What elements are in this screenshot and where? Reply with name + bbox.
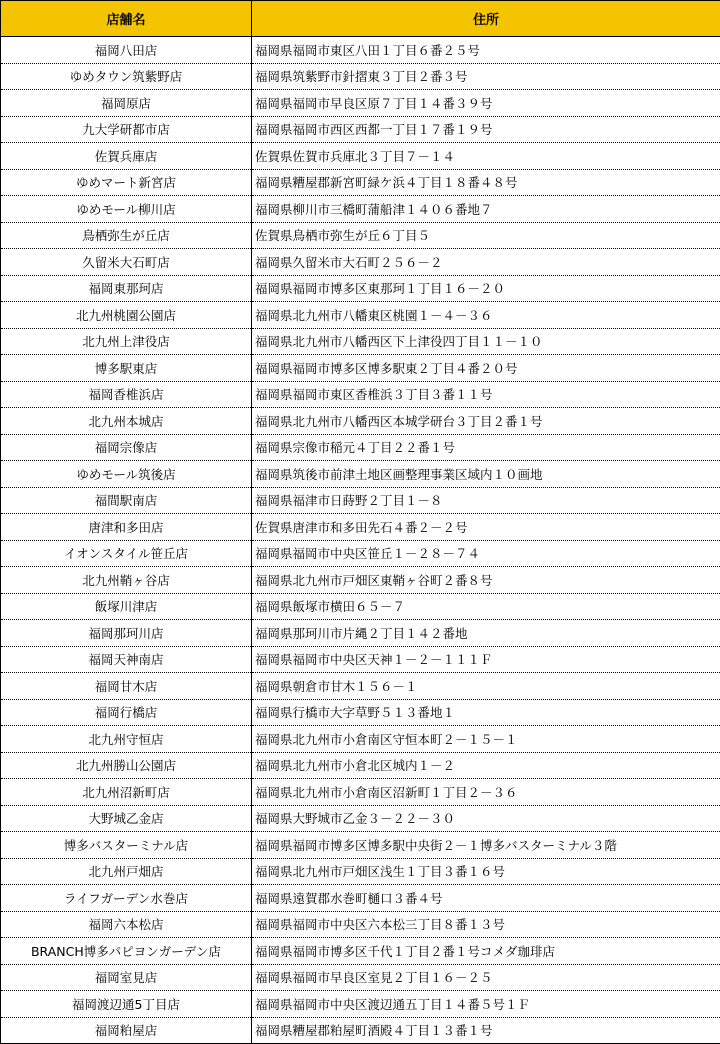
store-name-cell: ライフガーデン水巻店 bbox=[1, 885, 252, 912]
table-row bbox=[1, 196, 720, 223]
address-cell: 福岡県北九州市戸畑区浅生１丁目３番１６号 bbox=[252, 858, 720, 885]
address-cell: 佐賀県唐津市和多田先石４番２－２号 bbox=[252, 514, 720, 541]
address-cell: 福岡県福岡市中央区笹丘１－２８－７４ bbox=[252, 540, 720, 567]
table-row bbox=[1, 514, 720, 541]
table-row bbox=[1, 63, 720, 90]
table-row bbox=[1, 169, 720, 196]
table-row bbox=[1, 143, 720, 170]
table-row bbox=[1, 222, 720, 249]
store-name-cell: ゆめマート新宮店 bbox=[1, 169, 252, 196]
store-name-cell: 福岡天神南店 bbox=[1, 646, 252, 673]
address-cell: 福岡県北九州市八幡西区下上津役四丁目１１－１０ bbox=[252, 328, 720, 355]
table-header bbox=[1, 1, 720, 37]
table-row bbox=[1, 328, 720, 355]
store-name-cell: 北九州鞘ヶ谷店 bbox=[1, 567, 252, 594]
header-address: 住所 bbox=[252, 1, 720, 37]
store-name-cell: 北九州戸畑店 bbox=[1, 858, 252, 885]
store-name-cell: 福岡六本松店 bbox=[1, 911, 252, 938]
table-row bbox=[1, 858, 720, 885]
table-row bbox=[1, 620, 720, 647]
table-row bbox=[1, 938, 720, 965]
store-name-cell: 久留米大石町店 bbox=[1, 249, 252, 276]
table-row bbox=[1, 567, 720, 594]
address-cell: 福岡県飯塚市横田６５－７ bbox=[252, 593, 720, 620]
address-cell: 福岡県糟屋郡粕屋町酒殿４丁目１３番１号 bbox=[252, 1017, 720, 1044]
store-name-cell: 博多バスターミナル店 bbox=[1, 832, 252, 859]
store-name-cell: 大野城乙金店 bbox=[1, 805, 252, 832]
table-row bbox=[1, 673, 720, 700]
table-row bbox=[1, 832, 720, 859]
address-cell: 福岡県久留米市大石町２５６－２ bbox=[252, 249, 720, 276]
table-row bbox=[1, 964, 720, 991]
address-cell: 福岡県宗像市稲元４丁目２２番１号 bbox=[252, 434, 720, 461]
table-row bbox=[1, 461, 720, 488]
store-name-cell: 福岡香椎浜店 bbox=[1, 381, 252, 408]
address-cell: 福岡県北九州市戸畑区東鞘ヶ谷町２番８号 bbox=[252, 567, 720, 594]
address-cell: 佐賀県鳥栖市弥生が丘６丁目５ bbox=[252, 222, 720, 249]
store-name-cell: 佐賀兵庫店 bbox=[1, 143, 252, 170]
table-row bbox=[1, 593, 720, 620]
store-name-cell: 唐津和多田店 bbox=[1, 514, 252, 541]
header-store-name: 店舗名 bbox=[1, 1, 252, 37]
address-cell: 福岡県福岡市博多区博多駅中央街２－１博多バスターミナル３階 bbox=[252, 832, 720, 859]
address-cell: 福岡県福岡市東区八田１丁目６番２５号 bbox=[252, 37, 720, 64]
address-cell: 福岡県柳川市三橋町蒲船津１４０６番地７ bbox=[252, 196, 720, 223]
address-cell: 福岡県福岡市東区香椎浜３丁目３番１１号 bbox=[252, 381, 720, 408]
address-cell: 福岡県福岡市博多区東那珂１丁目１６－２０ bbox=[252, 275, 720, 302]
table-row bbox=[1, 355, 720, 382]
address-cell: 福岡県北九州市小倉北区城内１－２ bbox=[252, 752, 720, 779]
address-cell: 福岡県北九州市八幡西区本城学研台３丁目２番１号 bbox=[252, 408, 720, 435]
table-row bbox=[1, 381, 720, 408]
address-cell: 福岡県北九州市小倉南区守恒本町２－１５－１ bbox=[252, 726, 720, 753]
address-cell: 福岡県行橋市大字草野５１３番地１ bbox=[252, 699, 720, 726]
address-cell: 福岡県北九州市小倉南区沼新町１丁目２－３６ bbox=[252, 779, 720, 806]
table-row bbox=[1, 37, 720, 64]
store-name-cell: 福岡那珂川店 bbox=[1, 620, 252, 647]
table-row bbox=[1, 408, 720, 435]
table-row bbox=[1, 726, 720, 753]
store-name-cell: 福岡甘木店 bbox=[1, 673, 252, 700]
store-name-cell: ゆめモール柳川店 bbox=[1, 196, 252, 223]
table-row bbox=[1, 752, 720, 779]
table-row bbox=[1, 699, 720, 726]
store-name-cell: 福岡原店 bbox=[1, 90, 252, 117]
store-name-cell: 福岡粕屋店 bbox=[1, 1017, 252, 1044]
table-row bbox=[1, 911, 720, 938]
table-row bbox=[1, 779, 720, 806]
store-name-cell: 福岡八田店 bbox=[1, 37, 252, 64]
store-name-cell: 北九州本城店 bbox=[1, 408, 252, 435]
address-cell: 福岡県筑後市前津土地区画整理事業区域内１０画地 bbox=[252, 461, 720, 488]
table-row bbox=[1, 302, 720, 329]
address-cell: 佐賀県佐賀市兵庫北３丁目７－１４ bbox=[252, 143, 720, 170]
store-name-cell: 九大学研都市店 bbox=[1, 116, 252, 143]
table-row bbox=[1, 90, 720, 117]
store-name-cell: 北九州守恒店 bbox=[1, 726, 252, 753]
store-name-cell: 福岡渡辺通5丁目店 bbox=[1, 991, 252, 1018]
address-cell: 福岡県福岡市早良区室見２丁目１６－２５ bbox=[252, 964, 720, 991]
address-cell: 福岡県福岡市中央区六本松三丁目８番１３号 bbox=[252, 911, 720, 938]
address-cell: 福岡県北九州市八幡東区桃園１－４－３６ bbox=[252, 302, 720, 329]
address-cell: 福岡県福岡市西区西都一丁目１７番１９号 bbox=[252, 116, 720, 143]
address-cell: 福岡県遠賀郡水巻町樋口３番４号 bbox=[252, 885, 720, 912]
store-name-cell: 北九州勝山公園店 bbox=[1, 752, 252, 779]
store-name-cell: BRANCH博多パピヨンガーデン店 bbox=[1, 938, 252, 965]
store-name-cell: 飯塚川津店 bbox=[1, 593, 252, 620]
store-name-cell: 北九州沼新町店 bbox=[1, 779, 252, 806]
table-row bbox=[1, 434, 720, 461]
address-cell: 福岡県筑紫野市針摺東３丁目２番３号 bbox=[252, 63, 720, 90]
table-row bbox=[1, 540, 720, 567]
address-cell: 福岡県那珂川市片縄２丁目１４２番地 bbox=[252, 620, 720, 647]
address-cell: 福岡県福岡市中央区渡辺通五丁目１４番５号１Ｆ bbox=[252, 991, 720, 1018]
address-cell: 福岡県福岡市博多区千代１丁目２番１号コメダ珈琲店 bbox=[252, 938, 720, 965]
table-row bbox=[1, 805, 720, 832]
table-row bbox=[1, 249, 720, 276]
address-cell: 福岡県糟屋郡新宮町緑ケ浜４丁目１８番４８号 bbox=[252, 169, 720, 196]
header-row bbox=[1, 1, 720, 37]
address-cell: 福岡県福岡市博多区博多駅東２丁目４番２０号 bbox=[252, 355, 720, 382]
store-name-cell: ゆめタウン筑紫野店 bbox=[1, 63, 252, 90]
table-row bbox=[1, 885, 720, 912]
store-name-cell: 博多駅東店 bbox=[1, 355, 252, 382]
store-name-cell: 福岡宗像店 bbox=[1, 434, 252, 461]
store-name-cell: 福間駅南店 bbox=[1, 487, 252, 514]
store-name-cell: 福岡東那珂店 bbox=[1, 275, 252, 302]
store-name-cell: 福岡室見店 bbox=[1, 964, 252, 991]
store-name-cell: ゆめモール筑後店 bbox=[1, 461, 252, 488]
table-row bbox=[1, 275, 720, 302]
table-row bbox=[1, 116, 720, 143]
address-cell: 福岡県大野城市乙金３－２２－３０ bbox=[252, 805, 720, 832]
store-name-cell: 福岡行橋店 bbox=[1, 699, 252, 726]
table-row bbox=[1, 487, 720, 514]
store-name-cell: イオンスタイル笹丘店 bbox=[1, 540, 252, 567]
store-name-cell: 北九州桃園公園店 bbox=[1, 302, 252, 329]
store-name-cell: 鳥栖弥生が丘店 bbox=[1, 222, 252, 249]
table-body bbox=[1, 37, 720, 1044]
address-cell: 福岡県福岡市中央区天神１－２－１１１Ｆ bbox=[252, 646, 720, 673]
address-cell: 福岡県朝倉市甘木１５６－１ bbox=[252, 673, 720, 700]
address-cell: 福岡県福津市日蒔野２丁目１－８ bbox=[252, 487, 720, 514]
address-cell: 福岡県福岡市早良区原７丁目１４番３９号 bbox=[252, 90, 720, 117]
table-row bbox=[1, 646, 720, 673]
table-row bbox=[1, 991, 720, 1018]
store-name-cell: 北九州上津役店 bbox=[1, 328, 252, 355]
